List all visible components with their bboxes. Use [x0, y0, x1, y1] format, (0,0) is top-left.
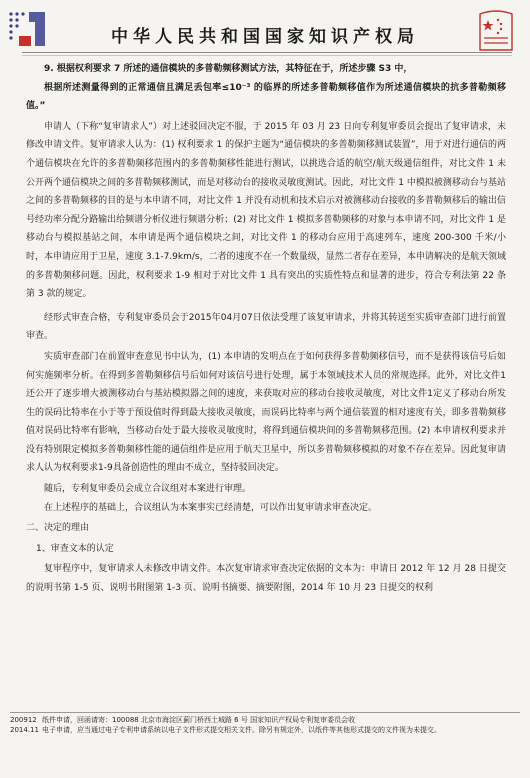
page-footer — [10, 715, 520, 735]
decision-body — [26, 60, 506, 598]
footer-line-paper — [10, 715, 520, 725]
paragraph-collegial-panel: 随后，专利复审委员会成立合议组对本案进行审理。 — [44, 484, 252, 495]
letterhead — [0, 0, 530, 58]
claim-9-continuation: 根据所述测量得到的正常通信且满足丢包率≤10⁻³ 的临界的所述多普勒频移值作为所述通信模块的抗多普勒频移值。” — [26, 82, 506, 112]
footer-electronic-notice: 电子申请，应当通过电子专利申请系统以电子文件形式提交相关文件。除另有规定外，以纸件等其他形式提交的文件视为未提交。 — [42, 726, 441, 734]
claim-9-text: 9. 根据权利要求 7 所述的通信模块的多普勒频移测试方法，其特征在于，所述步骤 S3 中， — [44, 64, 413, 74]
cnipa-flag-emblem-icon — [476, 8, 516, 52]
paragraph-pre-examination: 实质审查部门在前置审查意见书中认为，(1) 本申请的发明点在于如何获得多普勒频移信号，而不是获得该信号后如何实施频率分析。在得到多普勒频移信号后如何对该信号进行处理，属于本领域技术人员的常规选择。此外，对比文件1还公开了逐步增大被测移动台与基站模拟器之间的速度，来获取对应的移动台接收灵敏度，对比文件1定义了移动台所发生的误码比特率在小于等于预设值时得到最大接收灵敏度，而误码比特率与两个通信装置的相对速度有关，即多普勒频移值对误码比特率有影响，当移动台处于最大接收灵敏度时，将得到通信模块间的多普勒频移范围。(2) 本申请权利要求并没有特别限定模拟多普勒频移性能的通信组件是应用于航天卫星中，所以多普勒频移模拟的对象不存在差异。因此复审请求人认为权利要求1-9具备创造性的理由不成立，坚持驳回决定。 — [26, 351, 506, 474]
section-heading-reasons: 二、决定的理由 — [26, 523, 90, 534]
paragraph-procedure-basis: 在上述程序的基础上，合议组认为本案事实已经清楚，可以作出复审请求审查决定。 — [44, 502, 378, 513]
paragraph-reexam-request: 申请人（下称“复审请求人”）对上述驳回决定不服，于 2015 年 03 月 23 日向专利复审委员会提出了复审请求，未修改申请文件。复审请求人认为：(1) 权利要求 1 的保护主题为“通信模块的多普勒频移测试装置”，用于对进行通信的两个通信模块在允许的多普勒频移范围内的多普勒频移性能进行测试，以挑选合适的航空/航天级通信组件，对比文件 1 未公开两个通信模块之间的多普勒频移测试，而是对移动台的接收灵敏度测试。因此，对比文件 1 中模拟被测移动台与基站之间的多普勒频移的目的是与本申请不同，对比文件 1 并没有动机和技术启示对被测移动台接收的多普勒频移后的输出信号经功率分配分路输出给频谱分析仪进行频谱分析；(2) 对比文件 1 模拟多普勒频移的对象与本申请不同，对比文件 1 是移动台与模拟基站之间，本申请是两个通信模块之间，对比文件 1 的移动台应用于高速列车，速度 200-300 千米/小时，本申请应用于卫星，速度 3.1-7.9km/s，二者的速度不在一个数量级，显然二者存在差异，本申请解决的是航天领域的多普勒频移问题。因此，权利要求 1-9 相对于对比文件 1 具有突出的实质性特点和显著的进步，符合专利法第 22 条第 3 款的规定。 — [26, 121, 506, 300]
paragraph-examination-text: 复审程序中，复审请求人未修改申请文件。本次复审请求审查决定依据的文本为：申请日 2012 年 12 月 28 日提交的说明书第 1-5 页、说明书附图第 1-3 页、说明书摘要、摘要附图，2014 年 10 月 23 日提交的权利 — [26, 564, 506, 594]
form-code: 200912 — [10, 716, 37, 724]
form-date: 2014.11 — [10, 726, 39, 734]
footer-rule — [10, 712, 520, 713]
footer-paper-notice: 纸件申请，回函请寄：100088 北京市海淀区蓟门桥西土城路 6 号 国家知识产权局专利复审委员会收 — [42, 716, 356, 724]
footer-line-electronic — [10, 725, 520, 735]
subheading-text-determination: 1、审查文本的认定 — [36, 543, 114, 554]
office-title: 中华人民共和国国家知识产权局 — [111, 27, 419, 47]
paragraph-formal-exam: 经形式审查合格，专利复审委员会于2015年04月07日依法受理了该复审请求，并将其转送至实质审查部门进行前置审查。 — [26, 312, 506, 342]
header-rule — [22, 52, 512, 53]
header-rule-thin — [22, 55, 512, 56]
cnipa-emblem-icon — [5, 6, 51, 52]
